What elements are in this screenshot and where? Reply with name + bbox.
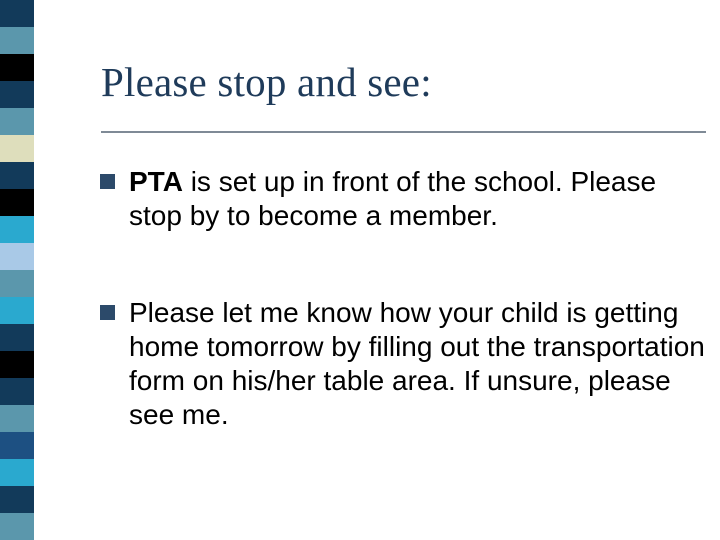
stripe-block — [0, 351, 34, 378]
bullet-text: Please let me know how your child is getting home tomorrow by filling out the transportation form on his/her table area. If unsure, please see me. — [129, 297, 705, 430]
stripe-block — [0, 405, 34, 432]
stripe-block — [0, 27, 34, 54]
square-bullet-icon — [100, 305, 115, 320]
stripe-block — [0, 486, 34, 513]
stripe-block — [0, 189, 34, 216]
stripe-block — [0, 243, 34, 270]
title-divider — [101, 131, 706, 133]
stripe-block — [0, 378, 34, 405]
stripe-block — [0, 108, 34, 135]
stripe-block — [0, 459, 34, 486]
bullet-item-pta — [100, 165, 710, 233]
bullet-text — [129, 165, 710, 233]
stripe-block — [0, 297, 34, 324]
stripe-block — [0, 135, 34, 162]
decorative-stripe — [0, 0, 68, 540]
bullet-item-transportation — [100, 296, 710, 432]
stripe-block — [0, 216, 34, 243]
square-bullet-icon — [100, 174, 115, 189]
stripe-block — [0, 432, 34, 459]
stripe-block — [0, 54, 34, 81]
stripe-block — [0, 162, 34, 189]
stripe-block — [0, 81, 34, 108]
stripe-block — [0, 324, 34, 351]
stripe-block — [0, 513, 34, 540]
stripe-block — [0, 270, 34, 297]
bullet-strong: PTA — [129, 166, 183, 197]
stripe-block — [0, 0, 34, 27]
slide-title: Please stop and see: — [101, 59, 432, 105]
bullet-body: is set up in front of the school. Please stop by to become a member. — [129, 166, 657, 231]
